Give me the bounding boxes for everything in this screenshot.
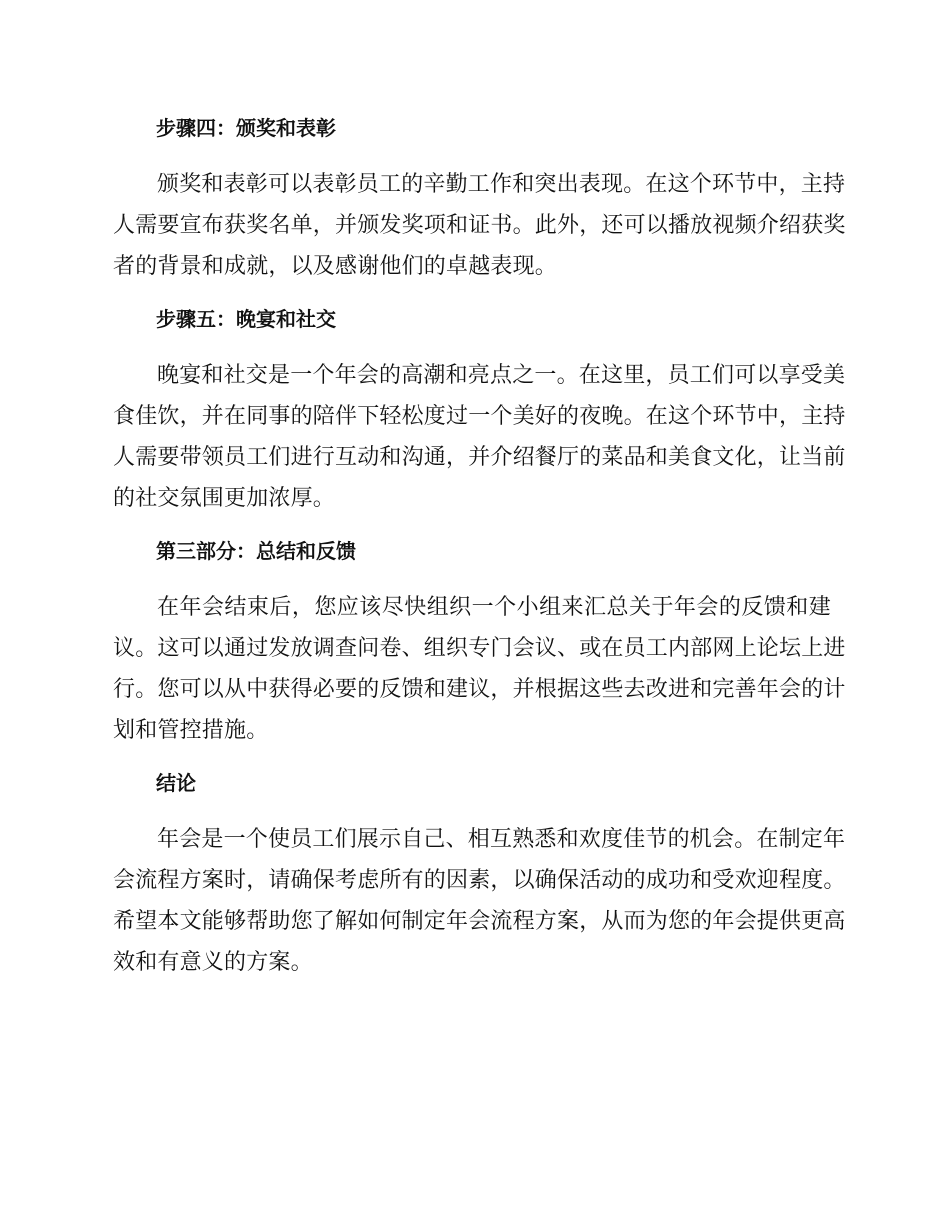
section-paragraph (113, 587, 846, 751)
paragraph-line: 划和管控措施。 (113, 718, 269, 743)
paragraph-line: 希望本文能够帮助您了解如何制定年会流程方案，从而为您的年会提供更高 (113, 909, 846, 934)
section-step-four (113, 108, 846, 287)
section-heading: 结论 (156, 771, 196, 795)
paragraph-line: 人需要宣布获奖名单，并颁发奖项和证书。此外，还可以播放视频介绍获奖 (113, 213, 846, 238)
paragraph-line: 会流程方案时，请确保考虑所有的因素，以确保活动的成功和受欢迎程度。 (113, 868, 846, 893)
section-part-three (113, 531, 846, 751)
paragraph-line: 的社交氛围更加浓厚。 (113, 486, 336, 511)
paragraph-line: 年会是一个使员工们展示自己、相互熟悉和欢度佳节的机会。在制定年 (157, 827, 846, 852)
section-step-five (113, 299, 846, 519)
section-paragraph (113, 355, 846, 519)
section-heading: 步骤五：晚宴和社交 (156, 307, 336, 331)
paragraph-line: 食佳饮，并在同事的陪伴下轻松度过一个美好的夜晚。在这个环节中，主持 (113, 404, 846, 429)
paragraph-line: 行。您可以从中获得必要的反馈和建议，并根据这些去改进和完善年会的计 (113, 677, 846, 702)
paragraph-line: 者的背景和成就，以及感谢他们的卓越表现。 (113, 254, 558, 279)
paragraph-line: 在年会结束后，您应该尽快组织一个小组来汇总关于年会的反馈和建 (157, 595, 831, 620)
paragraph-line: 议。这可以通过发放调查问卷、组织专门会议、或在员工内部网上论坛上进 (113, 636, 846, 661)
section-heading: 第三部分：总结和反馈 (156, 539, 356, 563)
section-conclusion (113, 763, 846, 983)
section-heading: 步骤四：颁奖和表彰 (156, 116, 336, 140)
section-paragraph (113, 819, 846, 983)
section-paragraph (113, 164, 846, 287)
paragraph-line: 效和有意义的方案。 (113, 950, 313, 975)
document-body (113, 108, 846, 995)
paragraph-line: 晚宴和社交是一个年会的高潮和亮点之一。在这里，员工们可以享受美 (157, 363, 846, 388)
paragraph-line: 颁奖和表彰可以表彰员工的辛勤工作和突出表现。在这个环节中，主持 (157, 172, 846, 197)
paragraph-line: 人需要带领员工们进行互动和沟通，并介绍餐厅的菜品和美食文化，让当前 (113, 445, 846, 470)
